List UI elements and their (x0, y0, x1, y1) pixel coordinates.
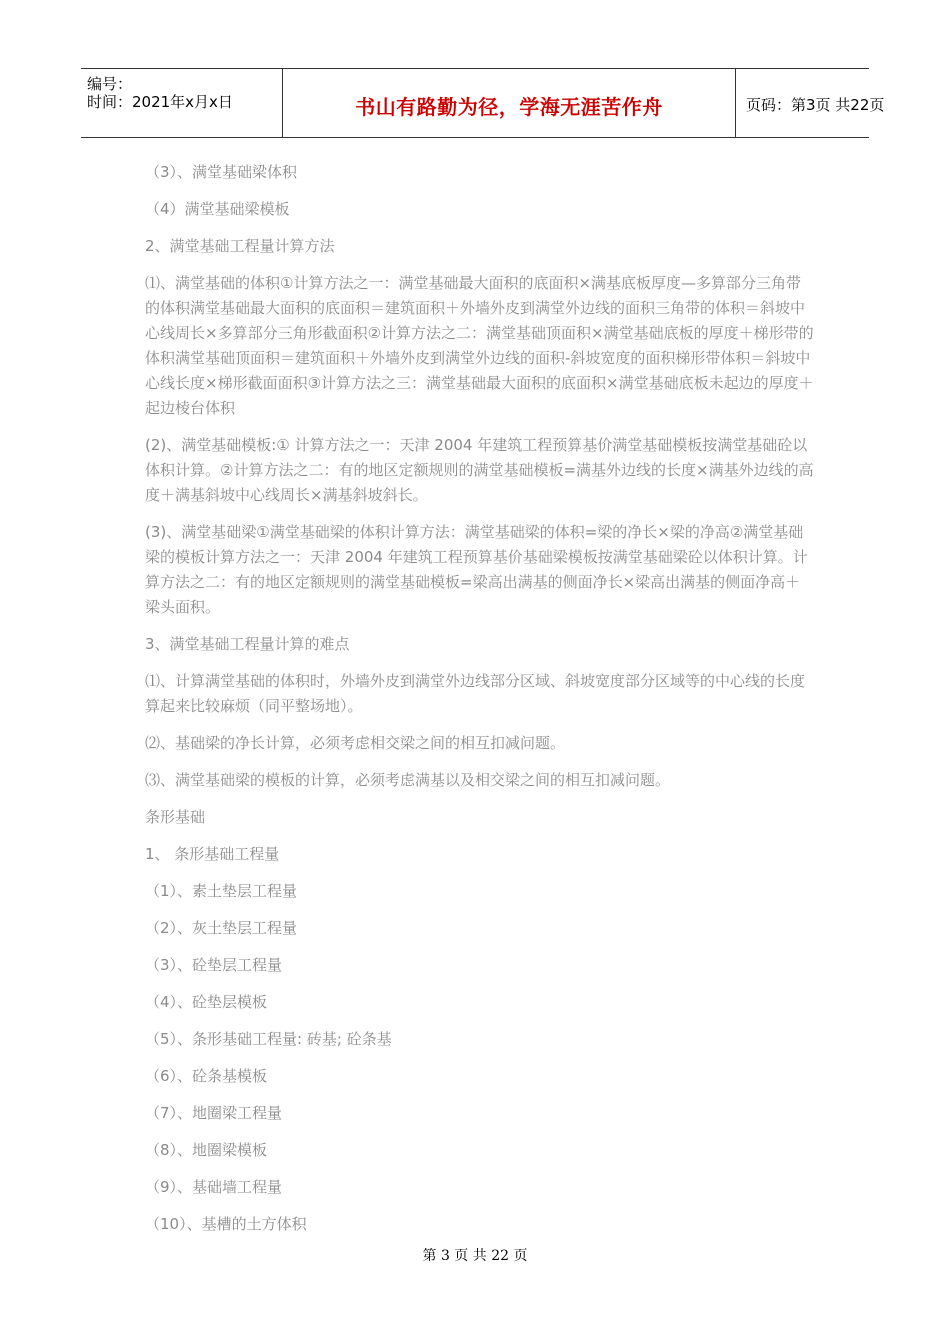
list-item: （6）、砼条基模板 (145, 1067, 268, 1085)
section-heading: 条形基础 (145, 808, 206, 826)
list-item: （8）、地圈梁模板 (145, 1141, 268, 1159)
paragraph: ⑴、计算满堂基础的体积时，外墙外皮到满堂外边线部分区域、斜坡宽度部分区域等的中心线的长度算起来比较麻烦（同平整场地）。 (145, 672, 806, 715)
paragraph: 3、满堂基础工程量计算的难点 (145, 635, 350, 653)
list-item: （9）、基础墙工程量 (145, 1178, 283, 1196)
paragraph: ⑴、满堂基础的体积①计算方法之一：满堂基础最大面积的底面积×满基底板厚度—多算部分三角带的体积满堂基础最大面积的底面积＝建筑面积＋外墙外皮到满堂外边线的面积三角带的体积＝斜坡中心线周长×多算部分三角形截面积②计算方法之二：满堂基础顶面积×满堂基础底板的厚度＋梯形带的体积满堂基础顶面积＝建筑面积＋外墙外皮到满堂外边线的面积-斜坡宽度的面积梯形带体积＝斜坡中心线长度×梯形截面面积③计算方法之三：满堂基础最大面积的底面积×满堂基础底板未起边的厚度＋起边棱台体积 (145, 274, 814, 417)
header-motto: 书山有路勤为径，学海无涯苦作舟 (355, 95, 663, 119)
paragraph: （3）、满堂基础梁体积 (145, 163, 298, 181)
document-body (145, 160, 815, 1237)
paragraph: ⑶、满堂基础梁的模板的计算，必须考虑满基以及相交梁之间的相互扣减问题。 (145, 771, 671, 789)
paragraph: ⑵、基础梁的净长计算，必须考虑相交梁之间的相互扣减问题。 (145, 734, 566, 752)
document-time-label: 时间：2021年x月x日 (87, 93, 233, 111)
list-item: （2）、灰土垫层工程量 (145, 919, 298, 937)
document-number-label: 编号： (87, 75, 133, 93)
header-page-number: 页码：第3页 共22页 (746, 96, 885, 114)
list-item: （1）、素土垫层工程量 (145, 882, 298, 900)
paragraph: 2、满堂基础工程量计算方法 (145, 237, 335, 255)
list-item: （7）、地圈梁工程量 (145, 1104, 283, 1122)
page-footer: 第 3 页 共 22 页 (422, 1248, 528, 1264)
header-motto-cell (283, 69, 736, 137)
list-item: （4）、砼垫层模板 (145, 993, 268, 1011)
list-item: （5）、条形基础工程量: 砖基; 砼条基 (145, 1030, 392, 1048)
paragraph: 1、 条形基础工程量 (145, 845, 280, 863)
page-header (81, 68, 885, 138)
paragraph: （4）满堂基础梁模板 (145, 200, 290, 218)
paragraph: (2)、满堂基础模板:① 计算方法之一：天津 2004 年建筑工程预算基价满堂基础模板按满堂基础砼以体积计算。②计算方法之二：有的地区定额规则的满堂基础模板=满基外边线的长度×满基外边线的高度＋满基斜坡中心线周长×满基斜坡斜长。 (145, 436, 814, 504)
list-item: （10）、基槽的土方体积 (145, 1215, 307, 1233)
header-meta-cell (81, 69, 283, 137)
header-page-cell (736, 69, 885, 137)
list-item: （3）、砼垫层工程量 (145, 956, 283, 974)
paragraph: (3)、满堂基础梁①满堂基础梁的体积计算方法：满堂基础梁的体积=梁的净长×梁的净高②满堂基础梁的模板计算方法之一：天津 2004 年建筑工程预算基价基础梁模板按满堂基础梁砼以体积计算。计算方法之二：有的地区定额规则的满堂基础模板=梁高出满基的侧面净长×梁高出满基的侧面净高＋梁头面积。 (145, 523, 808, 616)
